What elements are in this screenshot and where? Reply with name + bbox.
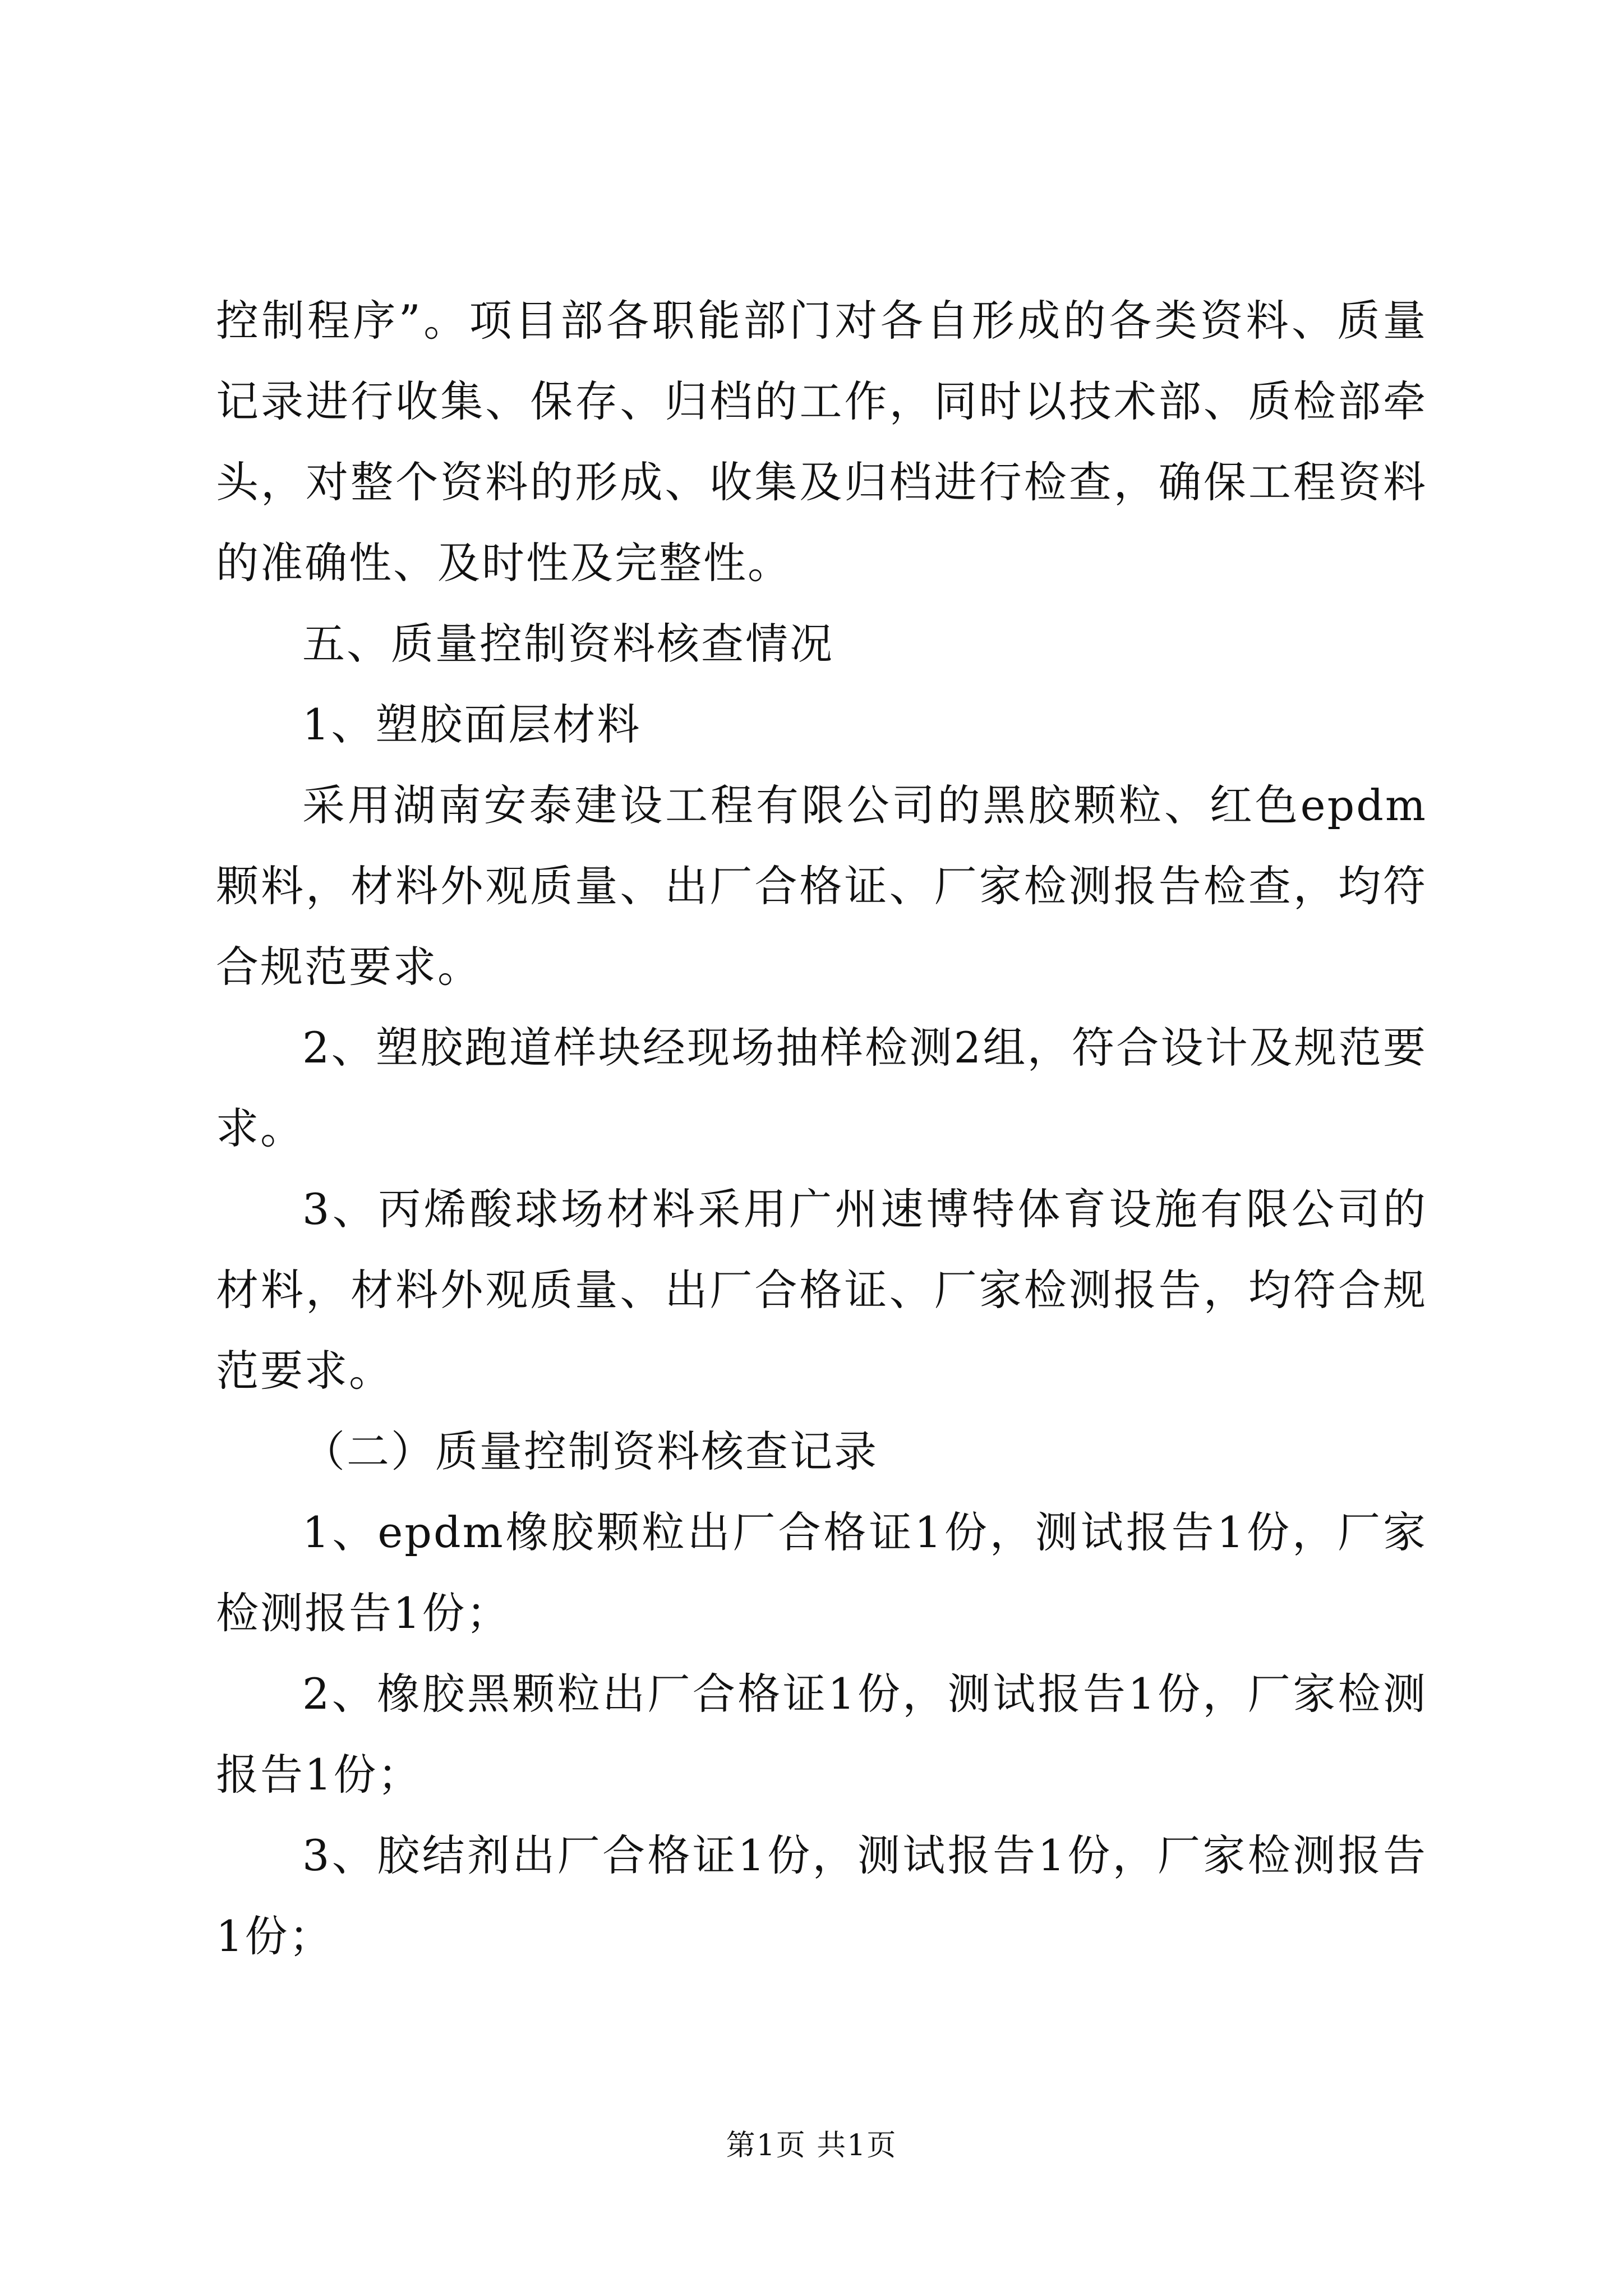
paragraph: 2、塑胶跑道样块经现场抽样检测2组，符合设计及规范要求。	[216, 1023, 1427, 1153]
list-item: 1、epdm橡胶颗粒出厂合格证1份，测试报告1份，厂家检测报告1份；	[216, 1507, 1427, 1638]
section-heading: 五、质量控制资料核查情况	[302, 619, 834, 669]
subsection-heading: 1、塑胶面层材料	[302, 700, 642, 749]
paragraph: 控制程序”。项目部各职能部门对各自形成的各类资料、质量记录进行收集、保存、归档的工作，同时以技术部、质检部牵头，对整个资料的形成、收集及归档进行检查，确保工程资料的准确性、及时性及完整性。	[216, 296, 1427, 588]
list-item: 3、胶结剂出厂合格证1份，测试报告1份，厂家检测报告1份；	[216, 1830, 1427, 1961]
paragraph: 3、丙烯酸球场材料采用广州速博特体育设施有限公司的材料，材料外观质量、出厂合格证、厂家检测报告，均符合规范要求。	[216, 1184, 1427, 1396]
paragraph: 采用湖南安泰建设工程有限公司的黑胶颗粒、红色epdm颗料，材料外观质量、出厂合格证、厂家检测报告检查，均符合规范要求。	[216, 780, 1427, 992]
list-item: 2、橡胶黑颗粒出厂合格证1份，测试报告1份，厂家检测报告1份；	[216, 1669, 1427, 1800]
page-footer	[0, 2126, 1623, 2165]
page-number: 第1页 共1页	[726, 2129, 897, 2162]
document-body	[216, 280, 1427, 1977]
section-heading: （二）质量控制资料核查记录	[302, 1427, 878, 1476]
